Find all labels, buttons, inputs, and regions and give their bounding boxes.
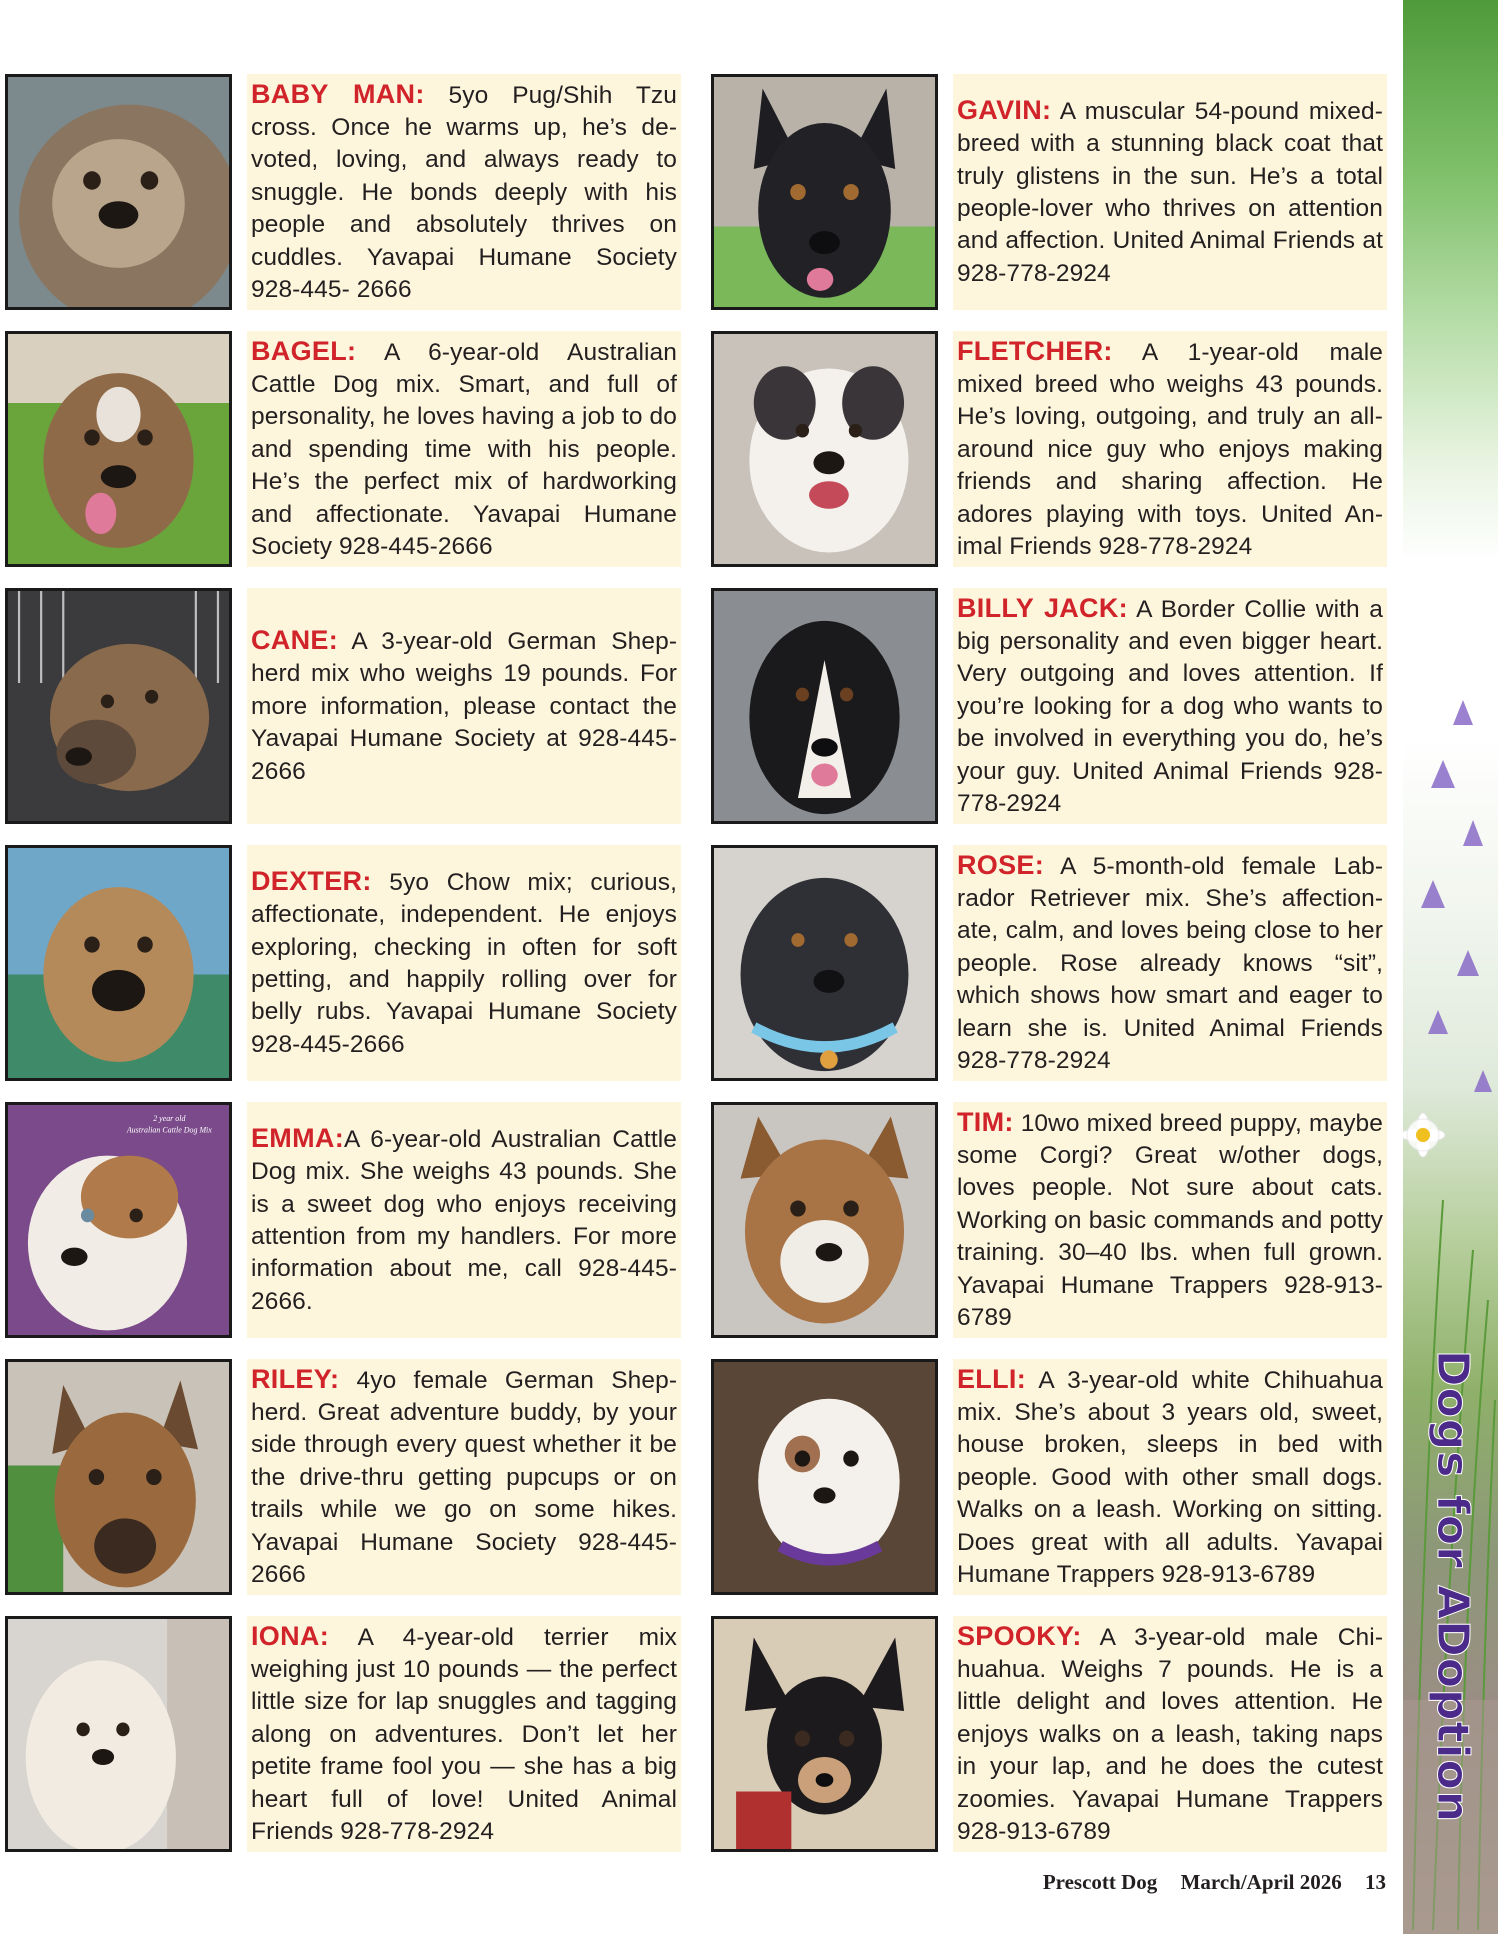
dog-description: 4yo female German Shepherd. Great adventure buddy, by your side through every quest whether it be the drive-thru getting pupcups or on trails while we go on some hikes. Yavapai Humane Society 928-445-2666 xyxy=(251,1366,677,1589)
listing-card xyxy=(953,1359,1387,1595)
dog-description: A Border Collie with a big personality and even bigger heart. Very outgoing and loves attention. If you’re looking for a dog who wants to be involved in everything you do, he’s your guy. United Animal Friends 928-778-2924 xyxy=(957,595,1383,818)
dog-name: SPOOKY: xyxy=(957,1620,1082,1651)
dog-photo xyxy=(711,1102,938,1338)
dog-description: A 6-year-old Australian Cattle Dog mix. She weighs 43 pounds. She is a sweet dog who enjoys receiving attention from my handlers. For more information about me, call 928-445-2666. xyxy=(251,1125,677,1315)
dog-name: ELLI: xyxy=(957,1363,1026,1394)
dog-description: 10wo mixed breed puppy, maybe some Corgi? Great w/other dogs, loves people. Not sure about cats. Working on basic commands and potty training. 30–40 lbs. when full grown. Yavapai Humane Trappers 928-913-6789 xyxy=(957,1109,1383,1332)
dog-description: 5yo Pug/Shih Tzu cross. Once he warms up, he’s devoted, loving, and always ready to snuggle. He bonds deeply with his people and absolutely thrives on cuddles. Yavapai Humane Society 928-445- 2666 xyxy=(251,81,677,304)
dog-name: BABY MAN: xyxy=(251,78,425,109)
dog-photo xyxy=(5,1102,232,1338)
listing-card xyxy=(247,331,681,567)
adoption-listing-billy-jack xyxy=(711,588,1387,830)
dog-photo xyxy=(711,1359,938,1595)
dog-photo xyxy=(5,331,232,567)
adoption-listing-cane xyxy=(5,588,681,830)
listing-card xyxy=(953,331,1387,567)
dog-description: A muscular 54-pound mixed-breed with a stunning black coat that truly glistens in the sun. He’s a total people-lover who thrives on attention and affection. United Animal Friends at 928-778-2924 xyxy=(957,97,1383,287)
dog-name: FLETCHER: xyxy=(957,335,1113,366)
dog-photo xyxy=(5,588,232,824)
dog-photo xyxy=(5,845,232,1081)
listing-card xyxy=(953,74,1387,310)
listing-card xyxy=(953,588,1387,824)
dog-description: A 6-year-old Australian Cattle Dog mix. Smart, and full of personality, he loves having a job to do and spending time with his people. He’s the perfect mix of hardworking and affectionate. Yavapai Humane Society 928-445-2666 xyxy=(251,338,677,561)
dog-description: A 1-year-old male mixed breed who weighs 43 pounds. He’s loving, outgoing, and truly an all-around nice guy who enjoys making friends and sharing affection. He adores playing with toys. United Animal Friends 928-778-2924 xyxy=(957,338,1383,561)
adoption-listing-riley xyxy=(5,1359,681,1601)
dog-description: A 3-year-old German Shepherd mix who weighs 19 pounds. For more information, please contact the Yavapai Humane Society at 928-445-2666 xyxy=(251,627,677,785)
dog-description: A 3-year-old male Chihuahua. Weighs 7 pounds. He is a little delight and loves attention. He enjoys walks on a leash, taking naps in your lap, and he does the cutest zoomies. Yavapai Humane Trappers 928-913-6789 xyxy=(957,1623,1383,1846)
page-number: 13 xyxy=(1365,1870,1386,1894)
listing-card xyxy=(953,1102,1387,1338)
adoption-listing-emma xyxy=(5,1102,681,1344)
adoption-listing-dexter xyxy=(5,845,681,1087)
listing-card xyxy=(953,1616,1387,1852)
listing-card xyxy=(247,588,681,824)
listing-card xyxy=(247,1359,681,1595)
dog-name: IONA: xyxy=(251,1620,329,1651)
dog-photo xyxy=(5,74,232,310)
dog-name: CANE: xyxy=(251,624,338,655)
photo-caption: Australian Cattle Dog Mix xyxy=(126,1125,212,1135)
dog-name: BILLY JACK: xyxy=(957,592,1128,623)
listing-card xyxy=(247,1616,681,1852)
listing-card xyxy=(247,74,681,310)
dog-photo xyxy=(711,331,938,567)
adoption-listing-tim xyxy=(711,1102,1387,1344)
dog-name: EMMA: xyxy=(251,1122,344,1153)
dog-description: A 5-month-old female Labrador Retriever mix. She’s affectionate, calm, and loves being close to her people. Rose already knows “sit”, which shows how smart and eager to learn she is. United Animal Friends 928-778-2924 xyxy=(957,852,1383,1075)
adoption-listing-baby-man xyxy=(5,74,681,316)
publication-name: Prescott Dog xyxy=(1042,1870,1158,1894)
dog-name: TIM: xyxy=(957,1106,1014,1137)
adoption-listing-spooky xyxy=(711,1616,1387,1858)
adoption-listing-rose xyxy=(711,845,1387,1087)
dog-name: RILEY: xyxy=(251,1363,340,1394)
dog-description: A 3-year-old white Chihuahua mix. She’s about 3 years old, sweet, house broken, sleeps in bed with people. Good with other small dogs. Walks on a leash. Working on sitting. Does great with all adults. Yavapai Humane Trappers 928-913-6789 xyxy=(957,1366,1384,1589)
dog-photo xyxy=(711,1616,938,1852)
dog-photo xyxy=(711,845,938,1081)
adoption-listing-gavin xyxy=(711,74,1387,316)
dog-name: ROSE: xyxy=(957,849,1045,880)
listing-card xyxy=(247,1102,681,1338)
dog-description: A 4-year-old terrier mix weighing just 10 pounds — the perfect little size for lap snuggles and tagging along on adventures. Don’t let her petite frame fool you — she has a big heart full of love! United Animal Friends 928-778-2924 xyxy=(251,1623,677,1846)
dog-name: GAVIN: xyxy=(957,94,1052,125)
listing-card xyxy=(247,845,681,1081)
dog-photo xyxy=(711,588,938,824)
page-footer xyxy=(1043,1870,1386,1895)
dog-description: 5yo Chow mix; curious, affectionate, independent. He enjoys exploring, checking in often for soft petting, and happily rolling over for belly rubs. Yavapai Humane Society 928-445-2666 xyxy=(251,868,677,1058)
dog-photo xyxy=(5,1359,232,1595)
adoption-listing-elli xyxy=(711,1359,1387,1601)
dog-photo xyxy=(711,74,938,310)
section-title: Dogs for ADoption xyxy=(1427,1350,1478,1824)
dog-name: DEXTER: xyxy=(251,865,372,896)
adoption-listing-fletcher xyxy=(711,331,1387,573)
dog-photo xyxy=(5,1616,232,1852)
issue-date: March/April 2026 xyxy=(1180,1870,1342,1894)
adoption-listing-bagel xyxy=(5,331,681,573)
adoption-listing-iona xyxy=(5,1616,681,1858)
dog-name: BAGEL: xyxy=(251,335,357,366)
photo-caption: 2 year old xyxy=(153,1113,186,1124)
listing-card xyxy=(953,845,1387,1081)
